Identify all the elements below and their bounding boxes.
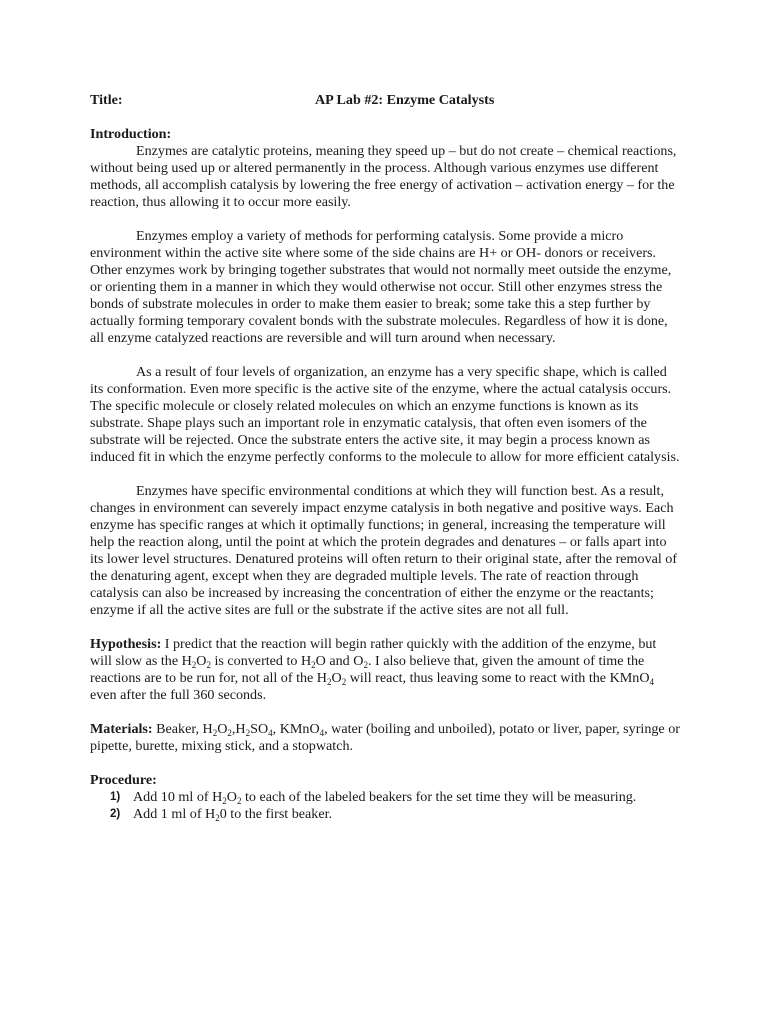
materials-text: SO bbox=[250, 721, 269, 737]
materials-text: , water (boiling and unboiled), potato or liver, paper, syringe or pipette, burette, mixing stick, and a stopwatch. bbox=[90, 721, 680, 754]
hypothesis-text: even after the full 360 seconds. bbox=[90, 687, 267, 703]
step-text: 0 to the first beaker. bbox=[219, 806, 333, 822]
procedure-step bbox=[90, 789, 680, 806]
materials-text: ,H bbox=[231, 721, 246, 737]
step-text: O bbox=[226, 789, 237, 805]
introduction-paragraph: Enzymes are catalytic proteins, meaning they speed up – but do not create – chemical reactions, without being used up or altered permanently in the process. Although various enzymes use different methods, all accomplish catalysis by lowering the free energy of activation – activation energy – for the reaction, thus allowing it to occur more easily. bbox=[90, 143, 677, 210]
subscript: 2 bbox=[363, 660, 368, 670]
subscript: 2 bbox=[327, 677, 332, 687]
introduction-paragraph: Enzymes employ a variety of methods for performing catalysis. Some provide a micro environment within the active site where some of the side chains are H+ or OH- donors or receivers. Other enzymes work by bringing together substrates that would not normally meet outside the enzyme, or orienting them in a manner in which they would otherwise not occur. Still other enzymes stress the bonds of substrate molecules in order to make them easier to break; some take this a step further by actually forming temporary covalent bonds with the substrate molecules. Regardless of how it is done, all enzyme catalyzed reactions are reversible and will turn around when necessary. bbox=[90, 228, 672, 346]
introduction-section bbox=[90, 126, 680, 619]
title-row bbox=[90, 92, 680, 109]
step-number: 2) bbox=[110, 808, 121, 820]
subscript: 4 bbox=[649, 677, 655, 687]
subscript: 2 bbox=[212, 728, 218, 738]
step-text: Add 1 ml of H bbox=[133, 806, 216, 822]
hypothesis-text: O bbox=[196, 653, 207, 669]
procedure-list bbox=[90, 789, 680, 823]
materials-text: O bbox=[217, 721, 228, 737]
hypothesis-text: I predict that the reaction will begin rather quickly with the addition of the enzyme, but will slow as the H bbox=[90, 636, 657, 669]
subscript: 4 bbox=[319, 728, 325, 738]
introduction-paragraph: As a result of four levels of organization, an enzyme has a very specific shape, which is called its conformation. Even more specific is the active site of the enzyme, where the actual catalysis occurs. The specific molecule or closely related molecules on which an enzyme functions is known as its substrate. Shape plays such an important role in enzymatic catalysis, that often even isomers of the substrate will be rejected. Once the substrate enters the active site, it may begin a process known as induced fit in which the enzyme perfectly conforms to the molecule to allow for more efficient catalysis. bbox=[90, 364, 680, 465]
document-body bbox=[90, 92, 680, 823]
subscript: 2 bbox=[341, 677, 347, 687]
materials-heading: Materials: bbox=[90, 721, 153, 737]
title-label: Title: bbox=[90, 92, 123, 108]
hypothesis-text: is converted to H bbox=[210, 653, 312, 669]
subscript: 2 bbox=[311, 660, 316, 670]
subscript: 2 bbox=[227, 728, 232, 738]
step-text: to each of the labeled beakers for the set time they will be measuring. bbox=[241, 789, 637, 805]
procedure-heading: Procedure: bbox=[90, 772, 157, 788]
materials-text: Beaker, H bbox=[152, 721, 213, 737]
introduction-heading: Introduction: bbox=[90, 126, 172, 142]
introduction-paragraph: Enzymes have specific environmental conditions at which they will function best. As a result, changes in environment can severely impact enzyme catalysis in both negative and positive ways. Each enzyme has specific ranges at which it optimally functions; in general, increasing the temperature will help the reaction along, until the point at which the protein degrades and denatures – or falls apart into its lower level structures. Denatured proteins will often return to their original state, after the removal of the denaturing agent, except when they are degraded multiple levels. The rate of reaction through catalysis can also be increased by increasing the concentration of either the enzyme or the reactants; enzyme if all the active sites are full or the substrate if the active sites are not all full. bbox=[90, 483, 678, 618]
subscript: 2 bbox=[245, 728, 251, 738]
hypothesis-text: . I also believe that, given the amount of time the reactions are to be run for, not all of the H bbox=[90, 653, 645, 686]
procedure-section bbox=[90, 772, 680, 823]
hypothesis-text: O bbox=[331, 670, 342, 686]
subscript: 2 bbox=[236, 796, 242, 806]
materials-text: , KMnO bbox=[272, 721, 320, 737]
hypothesis-text: will react, thus leaving some to react with the KMnO bbox=[346, 670, 650, 686]
subscript: 2 bbox=[222, 796, 227, 806]
hypothesis-text: O and O bbox=[315, 653, 364, 669]
document-title: AP Lab #2: Enzyme Catalysts bbox=[315, 92, 495, 108]
subscript: 2 bbox=[191, 660, 197, 670]
step-number: 1) bbox=[110, 791, 121, 803]
subscript: 2 bbox=[215, 813, 220, 823]
hypothesis-section bbox=[90, 636, 680, 704]
subscript: 4 bbox=[268, 728, 273, 738]
procedure-step bbox=[90, 806, 680, 823]
materials-section bbox=[90, 721, 680, 755]
subscript: 2 bbox=[206, 660, 211, 670]
hypothesis-heading: Hypothesis: bbox=[90, 636, 162, 652]
step-text: Add 10 ml of H bbox=[133, 789, 223, 805]
